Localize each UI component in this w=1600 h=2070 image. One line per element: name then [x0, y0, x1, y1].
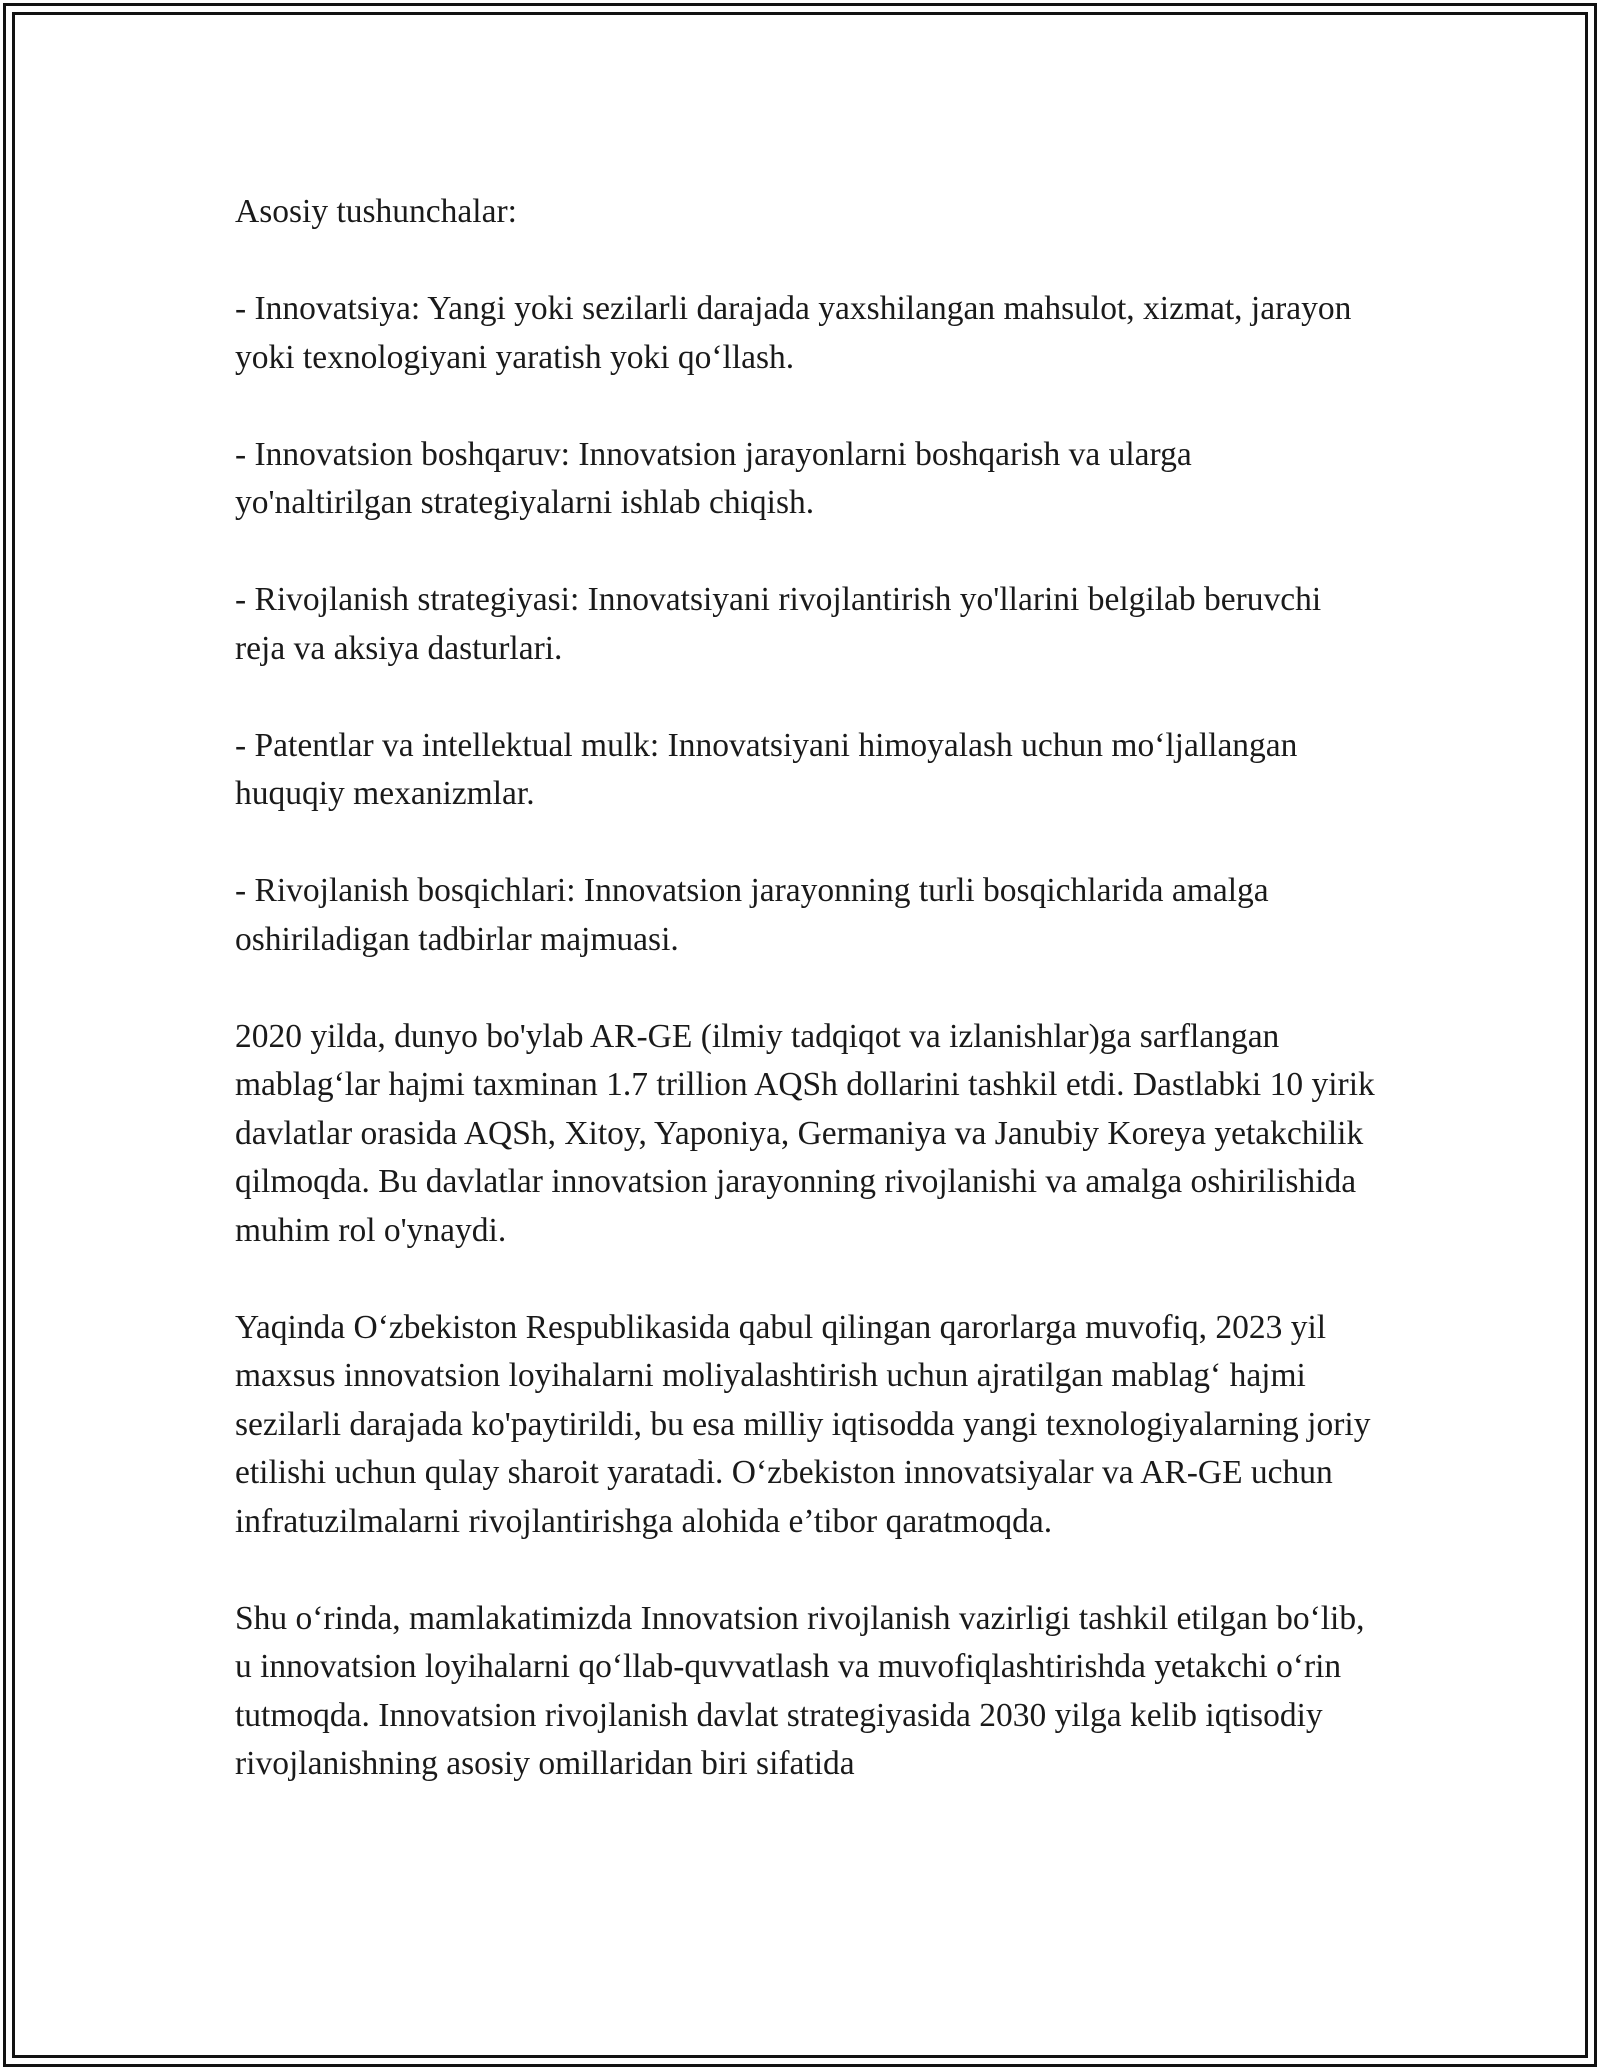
document-body — [235, 188, 1375, 1789]
section-heading: Asosiy tushunchalar: — [235, 193, 517, 230]
paragraph-arge-2020: 2020 yilda, dunyo bo'ylab AR-GE (ilmiy tadqiqot va izlanishlar)ga sarflangan mablag‘lar hajmi taxminan 1.7 trillion AQSh dollarini tashkil etdi. Dastlabki 10 yirik davlatlar orasida AQSh, Xitoy, Yaponiya, Germaniya va Janubiy Koreya yetakchilik qilmoqda. Bu davlatlar innovatsion jarayonning rivojlanishi va amalga oshirilishida muhim rol o'ynaydi. — [235, 1017, 1375, 1249]
paragraph-ministry: Shu o‘rinda, mamlakatimizda Innovatsion rivojlanish vazirligi tashkil etilgan bo‘lib, u innovatsion loyihalarni qo‘llab-quvvatlash va muvofiqlashtirishda yetakchi o‘rin tutmoqda. Innovatsion rivojlanish davlat strategiyasida 2030 yilga kelib iqtisodiy rivojlanishning asosiy omillaridan biri sifatida — [235, 1599, 1365, 1782]
definition-rivojlanish-bosqichlari: - Rivojlanish bosqichlari: Innovatsion jarayonning turli bosqichlarida amalga oshiriladigan tadbirlar majmuasi. — [235, 872, 1269, 958]
definition-innovatsion-boshqaruv: - Innovatsion boshqaruv: Innovatsion jarayonlarni boshqarish va ularga yo'naltirilgan strategiyalarni ishlab chiqish. — [235, 435, 1192, 521]
definition-patentlar: - Patentlar va intellektual mulk: Innovatsiyani himoyalash uchun mo‘ljallangan huquqiy mexanizmlar. — [235, 726, 1298, 812]
definition-rivojlanish-strategiyasi: - Rivojlanish strategiyasi: Innovatsiyani rivojlantirish yo'llarini belgilab beruvchi reja va aksiya dasturlari. — [235, 581, 1322, 667]
paragraph-uzbekistan-2023: Yaqinda O‘zbekiston Respublikasida qabul qilingan qarorlarga muvofiq, 2023 yil maxsus innovatsion loyihalarni moliyalashtirish uchun ajratilgan mablag‘ hajmi sezilarli darajada ko'paytirildi, bu esa milliy iqtisodda yangi texnologiyalarning joriy etilishi uchun qulay sharoit yaratadi. O‘zbekiston innovatsiyalar va AR-GE uchun infratuzilmalarni rivojlantirishga alohida e’tibor qaratmoqda. — [235, 1308, 1371, 1540]
definition-innovatsiya: - Innovatsiya: Yangi yoki sezilarli darajada yaxshilangan mahsulot, xizmat, jarayon yoki texnologiyani yaratish yoki qo‘llash. — [235, 290, 1352, 376]
